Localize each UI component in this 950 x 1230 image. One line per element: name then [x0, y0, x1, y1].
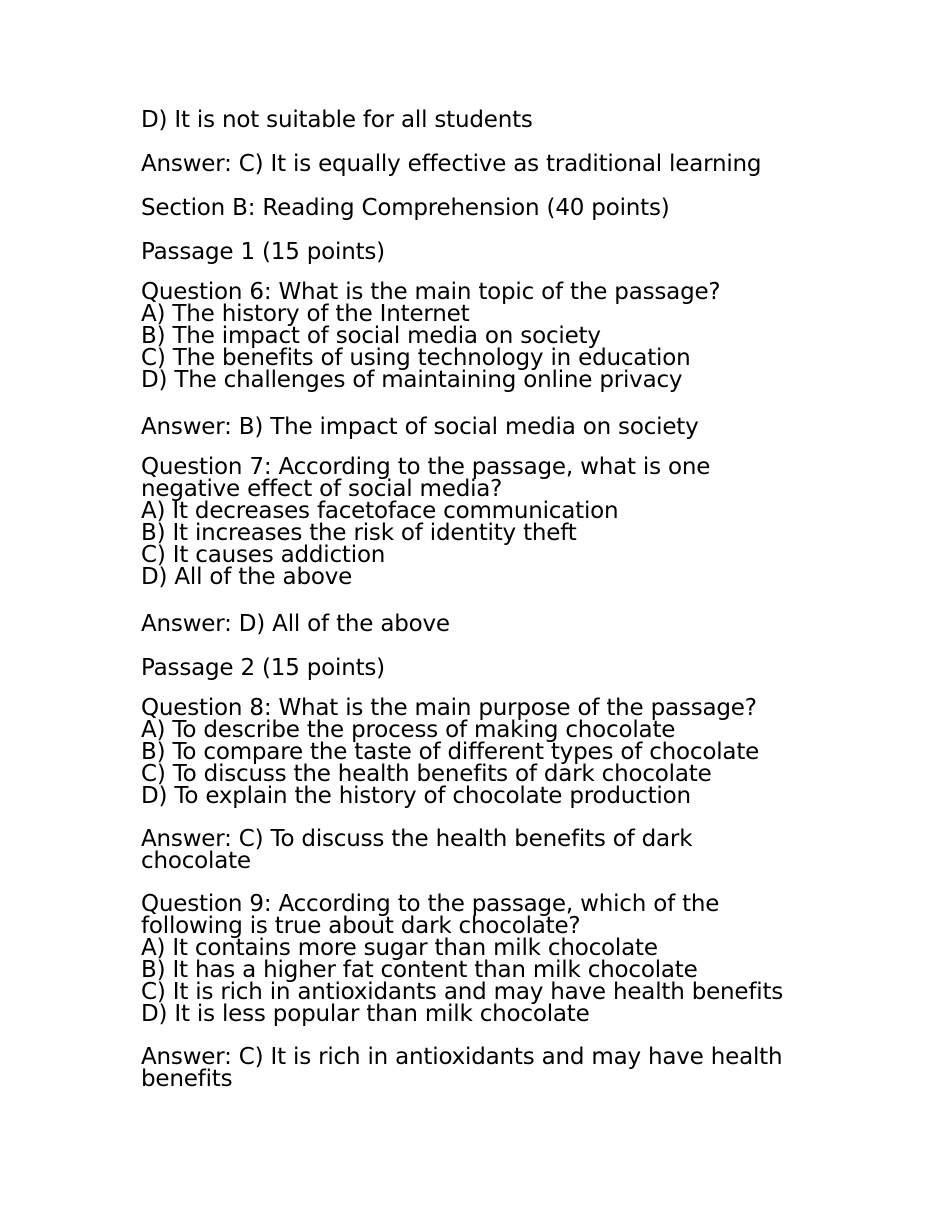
question6-answer: Answer: B) The impact of social media on society: [141, 414, 699, 440]
question8-block: [141, 697, 841, 807]
question9-block: [141, 893, 841, 1025]
q5-option-d: D) It is not suitable for all students: [141, 107, 533, 133]
question7-answer: Answer: D) All of the above: [141, 611, 450, 637]
question9-prompt-line2: following is true about dark chocolate?: [141, 913, 581, 939]
question6-option-a: A) The history of the Internet: [141, 301, 470, 327]
question8-answer-line2: chocolate: [141, 848, 251, 874]
question9-prompt-line1: Question 9: According to the passage, which of the: [141, 891, 720, 917]
question8-option-c: C) To discuss the health benefits of dark chocolate: [141, 761, 712, 787]
question7-prompt-line1: Question 7: According to the passage, what is one: [141, 454, 711, 480]
question6-option-c: C) The benefits of using technology in education: [141, 345, 691, 371]
document-page: [141, 105, 841, 1111]
question8-option-b: B) To compare the taste of different types of chocolate: [141, 739, 760, 765]
question7-option-c: C) It causes addiction: [141, 542, 386, 568]
question9-option-d: D) It is less popular than milk chocolate: [141, 1001, 590, 1027]
question7-prompt-line2: negative effect of social media?: [141, 476, 503, 502]
question6-option-d: D) The challenges of maintaining online privacy: [141, 367, 683, 393]
passage2-heading: Passage 2 (15 points): [141, 655, 385, 681]
question7-option-a: A) It decreases facetoface communication: [141, 498, 619, 524]
question7-block: [141, 456, 841, 588]
question8-prompt: Question 8: What is the main purpose of the passage?: [141, 695, 757, 721]
question8-answer: [141, 828, 841, 872]
question9-option-b: B) It has a higher fat content than milk chocolate: [141, 957, 698, 983]
question7-option-d: D) All of the above: [141, 564, 353, 590]
question6-option-b: B) The impact of social media on society: [141, 323, 601, 349]
question8-option-a: A) To describe the process of making chocolate: [141, 717, 676, 743]
question9-option-c: C) It is rich in antioxidants and may have health benefits: [141, 979, 784, 1005]
question8-option-d: D) To explain the history of chocolate production: [141, 783, 691, 809]
question9-answer-line1: Answer: C) It is rich in antioxidants and may have health: [141, 1044, 783, 1070]
section-b-heading: Section B: Reading Comprehension (40 points): [141, 195, 670, 221]
question9-option-a: A) It contains more sugar than milk chocolate: [141, 935, 658, 961]
question8-answer-line1: Answer: C) To discuss the health benefits of dark: [141, 826, 693, 852]
question6-block: [141, 281, 841, 391]
question7-option-b: B) It increases the risk of identity theft: [141, 520, 577, 546]
question9-answer-line2: benefits: [141, 1066, 233, 1092]
question9-answer: [141, 1046, 841, 1090]
passage1-heading: Passage 1 (15 points): [141, 239, 385, 265]
q5-answer: Answer: C) It is equally effective as traditional learning: [141, 151, 762, 177]
question6-prompt: Question 6: What is the main topic of the passage?: [141, 279, 721, 305]
